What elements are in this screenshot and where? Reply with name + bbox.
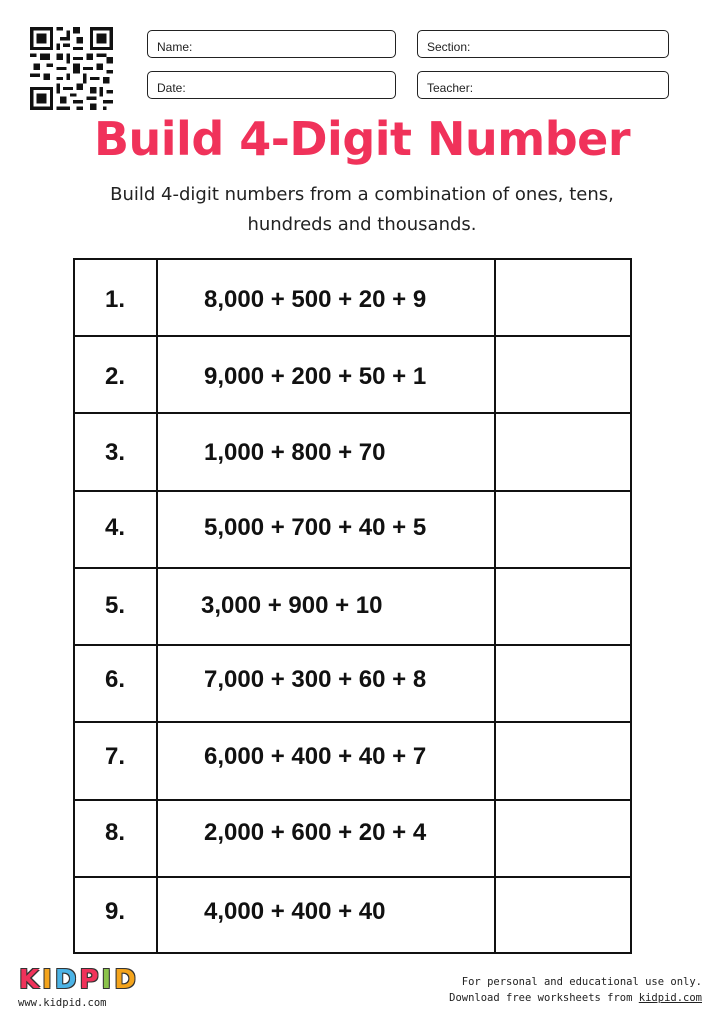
- logo-letter: P: [79, 965, 99, 995]
- section-field-label: Section:: [427, 40, 471, 54]
- table-line: [73, 876, 632, 878]
- problem-expression: 7,000 + 300 + 60 + 8: [204, 666, 427, 693]
- problem-expression: 6,000 + 400 + 40 + 7: [204, 743, 427, 770]
- teacher-field-label: Teacher:: [427, 81, 474, 95]
- footer-note: [449, 974, 702, 1006]
- footer-note-prefix: Download free worksheets from: [449, 992, 639, 1004]
- name-field-label: Name:: [157, 40, 193, 54]
- problem-expression: 3,000 + 900 + 10: [201, 592, 383, 619]
- kidpid-url: www.kidpid.com: [18, 997, 107, 1009]
- table-divider-answer: [494, 258, 496, 954]
- problem-number: 9.: [104, 898, 125, 925]
- problem-number: 4.: [104, 514, 125, 541]
- footer-note-line-1: For personal and educational use only.: [461, 976, 702, 988]
- footer-note-line-2: [449, 990, 702, 1006]
- kidpid-logo: [18, 966, 137, 1009]
- problem-number: 6.: [104, 666, 125, 693]
- table-line: [73, 490, 632, 492]
- table-line: [73, 412, 632, 414]
- table-line: [73, 952, 632, 954]
- name-field[interactable]: [147, 30, 396, 58]
- problem-expression: 1,000 + 800 + 70: [204, 439, 386, 466]
- page-title: Build 4-Digit Number: [93, 112, 631, 166]
- section-field[interactable]: [417, 30, 669, 58]
- problem-expression: 2,000 + 600 + 20 + 4: [204, 819, 427, 846]
- table-line: [73, 799, 632, 801]
- instructions-line-1: Build 4-digit numbers from a combination of ones, tens,: [110, 184, 614, 205]
- date-field[interactable]: [147, 71, 396, 99]
- problem-expression: 4,000 + 400 + 40: [204, 898, 386, 925]
- problem-table: [73, 258, 632, 954]
- kidpid-logo-wordmark: [18, 966, 137, 994]
- table-line: [73, 258, 632, 260]
- problem-expression: 5,000 + 700 + 40 + 5: [204, 514, 427, 541]
- instructions: [40, 180, 684, 240]
- table-line: [73, 335, 632, 337]
- instructions-line-2: hundreds and thousands.: [247, 214, 477, 235]
- problem-number: 5.: [104, 592, 125, 619]
- table-line: [73, 567, 632, 569]
- logo-letter: D: [114, 965, 136, 995]
- logo-letter: K: [19, 965, 40, 995]
- date-field-label: Date:: [157, 81, 186, 95]
- table-line: [73, 644, 632, 646]
- logo-letter: D: [54, 965, 77, 995]
- problem-number: 1.: [104, 286, 125, 313]
- problem-expression: 8,000 + 500 + 20 + 9: [204, 286, 427, 313]
- logo-letter: I: [101, 965, 112, 995]
- qr-code-icon: [30, 27, 113, 110]
- table-line: [73, 721, 632, 723]
- kidpid-link[interactable]: kidpid.com: [638, 992, 702, 1004]
- problem-number: 2.: [104, 363, 125, 390]
- problem-expression: 9,000 + 200 + 50 + 1: [204, 363, 427, 390]
- table-border-right: [630, 258, 632, 954]
- problem-number: 8.: [104, 819, 125, 846]
- teacher-field[interactable]: [417, 71, 669, 99]
- problem-number: 3.: [104, 439, 125, 466]
- problem-number: 7.: [104, 743, 125, 770]
- logo-letter: I: [42, 965, 52, 995]
